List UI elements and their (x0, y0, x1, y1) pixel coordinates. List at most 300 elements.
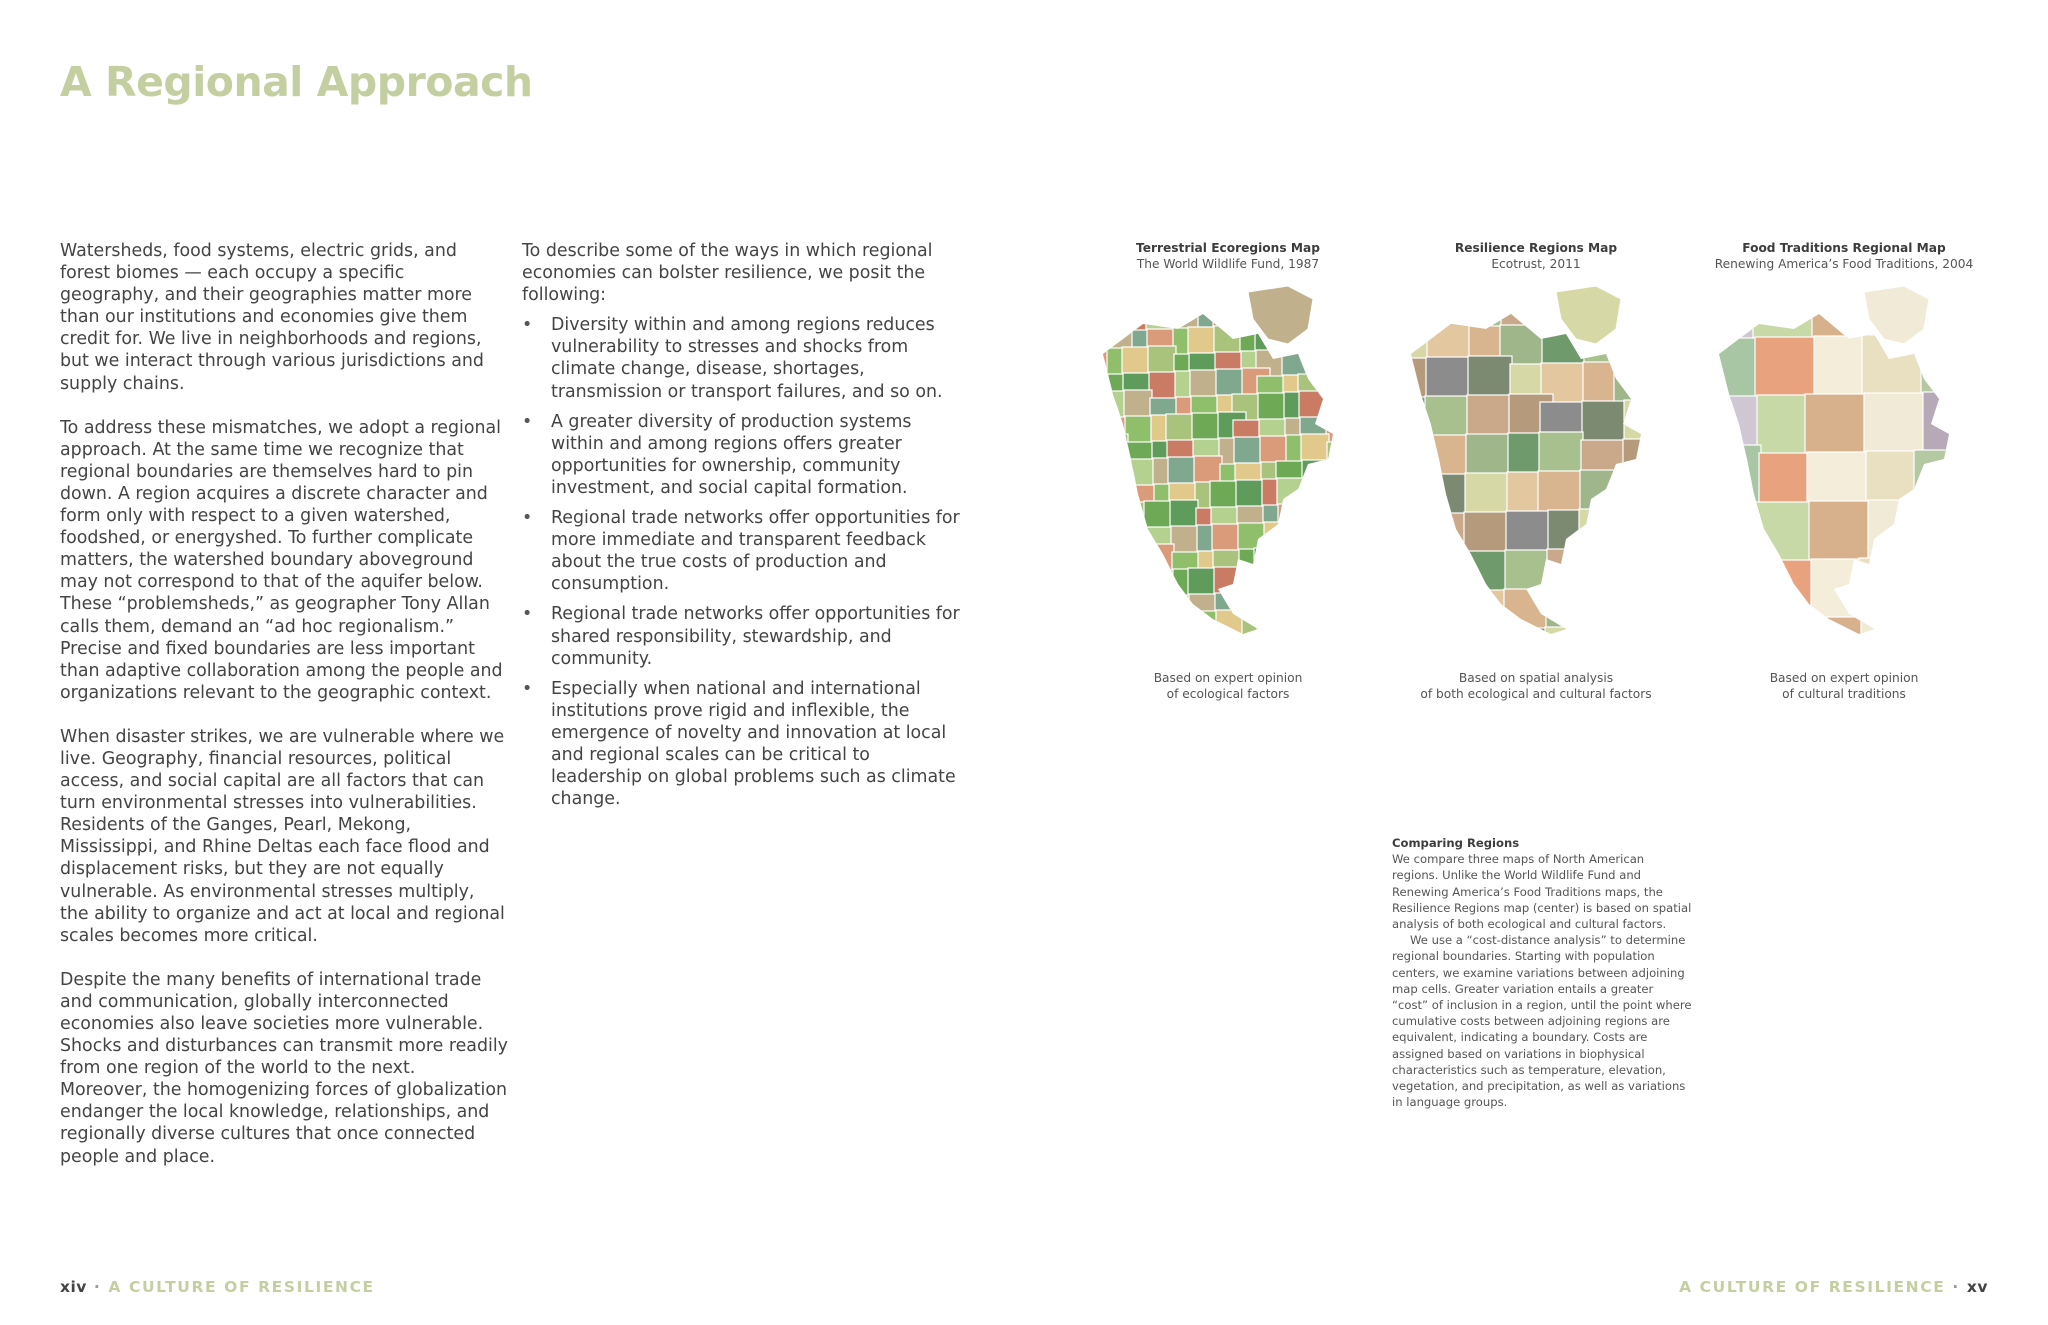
map-region (1233, 661, 1261, 664)
map-region (1108, 615, 1136, 643)
map-region (1217, 636, 1245, 664)
map-panel-ecoregions (1078, 240, 1378, 702)
map-region (1859, 558, 1920, 619)
map-region (1546, 588, 1590, 632)
map-region (1426, 357, 1470, 401)
map-region (1084, 659, 1112, 664)
map-region (1148, 346, 1176, 374)
map-region (1702, 503, 1763, 564)
map-region (1308, 348, 1336, 376)
map-region (1088, 504, 1116, 532)
map-region (1330, 502, 1358, 530)
map-region (1364, 354, 1373, 382)
map-region (1124, 640, 1152, 664)
map-region (1149, 613, 1177, 641)
map-region (1576, 626, 1620, 664)
map-region (1176, 638, 1204, 664)
map-region (1146, 303, 1174, 331)
map-region (1545, 627, 1589, 664)
map-region (1464, 512, 1508, 556)
map-region (1920, 615, 1981, 664)
paragraph: Watersheds, food systems, electric grids, and forest biomes — each occupy a specific geography, and their geographies matter more than our institutions and economies give them credit for. We live in neighborhoods and regions, but we interact through various jurisdictions and supply chains. (60, 241, 484, 394)
map-region (1299, 632, 1327, 660)
map-region (1662, 546, 1681, 590)
map-region (1391, 592, 1433, 636)
map-region (1352, 415, 1373, 443)
map-region (1171, 285, 1199, 313)
map-region (1328, 459, 1356, 487)
map-region (1083, 349, 1109, 377)
map-region (1547, 549, 1591, 593)
map-caption-line: of cultural traditions (1782, 687, 1906, 701)
map-region (1393, 436, 1437, 480)
map-region (1655, 399, 1681, 443)
map-region (1131, 545, 1159, 573)
map-region (1658, 284, 1681, 326)
map-region (1168, 457, 1196, 485)
map-region (1322, 571, 1350, 599)
map-region (1614, 361, 1658, 405)
map-region (1325, 640, 1353, 664)
map-region (1391, 622, 1432, 664)
map-panel-resilience (1386, 240, 1686, 702)
map-region (1254, 548, 1282, 576)
map-region (1577, 587, 1621, 631)
map-region (1327, 442, 1355, 470)
map-region (1978, 284, 1989, 345)
map-region (1125, 657, 1153, 664)
map-region (1342, 441, 1370, 469)
map-region (1145, 286, 1173, 314)
map-region (1147, 570, 1175, 598)
map-region (1257, 617, 1285, 645)
map-region (1301, 434, 1329, 462)
map-region (1346, 527, 1373, 555)
map-region (1146, 544, 1174, 572)
map-region (1971, 391, 1989, 452)
map-title: Terrestrial Ecoregions Map (1136, 241, 1320, 255)
map-region (1348, 570, 1373, 598)
map-region (1285, 659, 1313, 664)
map-region (1392, 475, 1436, 519)
map-region (1351, 398, 1373, 426)
map-region (1979, 614, 1989, 664)
map-region (1102, 486, 1130, 514)
map-caption (1694, 670, 1994, 702)
map-region (1864, 393, 1925, 454)
map-region (1366, 638, 1373, 664)
map-region (1125, 416, 1153, 444)
map-region (1083, 284, 1106, 308)
map-region (1579, 509, 1623, 553)
map-region (1463, 551, 1507, 595)
map-region (1391, 284, 1430, 324)
map-region (1299, 391, 1327, 419)
map-region (1343, 458, 1371, 486)
map-region (1653, 477, 1681, 521)
bullet-item: • Diversity within and among regions reduces vulnerability to stresses and shocks from climate change, disease, shortages, transmission or transport failures, and so on. (522, 314, 962, 402)
map-region (1104, 288, 1132, 316)
map-region (1350, 372, 1373, 400)
map-region (1255, 574, 1283, 602)
map-region (1084, 418, 1112, 446)
map-region (1505, 550, 1549, 594)
map-region (1754, 618, 1815, 664)
footer-separator: · (93, 1278, 102, 1296)
map-region (1083, 590, 1109, 618)
map-region (1241, 592, 1269, 620)
map-region (1344, 484, 1372, 512)
map-region (1106, 572, 1134, 600)
map-region (1324, 614, 1352, 642)
map-region (1616, 284, 1660, 327)
map-region (1699, 338, 1757, 399)
map-region (1132, 571, 1160, 599)
map-caption-line: Based on expert opinion (1153, 671, 1303, 685)
map-region (1300, 658, 1328, 664)
map-region (1307, 572, 1335, 600)
map-region (1431, 591, 1475, 635)
map-region (1622, 478, 1666, 522)
map-region (1308, 589, 1336, 617)
map-region (1280, 547, 1308, 575)
map-region (1307, 331, 1335, 359)
map-region (1539, 432, 1583, 476)
north-america-map (1391, 284, 1681, 664)
map-region (1259, 660, 1287, 664)
map-region (1232, 635, 1260, 663)
map-region (1304, 503, 1332, 531)
map-region (1504, 589, 1548, 633)
map-region (1465, 473, 1509, 517)
paragraph: When disaster strikes, we are vulnerable where we live. Geography, financial resources, political access, and social capital are all factors that can turn environmental stresses into vulnerabilities. Residents of the Ganges, Pearl, Mekong, Mississippi, and Rhine Deltas each face flood and displacement risks, but they are not equally vulnerable. As environmental stresses multiply, the ability to organize and act at local and regional scales becomes more critical. (60, 726, 505, 946)
map-region (1367, 655, 1373, 664)
map-region (1704, 561, 1765, 622)
map-region (1083, 547, 1107, 575)
map-title: Resilience Regions Map (1454, 241, 1618, 255)
paragraph: To address these mismatches, we adopt a regional approach. At the same time we recognize that regional boundaries are themselves hard to pin down. A region acquires a discrete character and form only with respect to a given watershed, foodshed, or energyshed. To further complicate matters, the watershed boundary aboveground may not correspond to that of the aquifer below. These “problemsheds,” as geographer Tony Allan calls them, demand an “ad hoc regionalism.” Precise and fixed boundaries are less important than adaptive collaboration among the people and organizations relevant to the geographic context. (60, 417, 503, 703)
map-region (1240, 566, 1268, 594)
map-region (1654, 438, 1681, 482)
map-region (1345, 501, 1373, 529)
map-region (1372, 526, 1373, 554)
map-caption-line: Based on spatial analysis (1458, 671, 1614, 685)
map-region (1430, 630, 1474, 664)
map-region (1805, 394, 1866, 455)
map-region (1623, 439, 1667, 483)
map-region (1914, 450, 1975, 511)
map-region (1326, 657, 1354, 664)
map-region (1171, 526, 1199, 554)
map-region (1130, 287, 1158, 315)
map-region (1306, 546, 1334, 574)
map-region (1175, 612, 1203, 640)
page-number: xv (1966, 1278, 1988, 1296)
map-region (1124, 390, 1152, 418)
map-region (1256, 591, 1284, 619)
map-region (1868, 500, 1929, 561)
map-caption (1386, 670, 1686, 702)
map-region (1350, 613, 1373, 641)
map-region (1624, 400, 1668, 444)
series-title: A CULTURE OF RESILIENCE (108, 1278, 375, 1296)
series-title: A CULTURE OF RESILIENCE (1679, 1278, 1946, 1296)
map-region (1191, 637, 1219, 664)
map-region (1303, 486, 1331, 514)
map-region (1083, 530, 1106, 558)
map-region (1660, 624, 1681, 664)
map-region (1427, 318, 1471, 362)
map-region (1144, 501, 1172, 529)
map-region (1620, 547, 1664, 591)
map-region (1321, 304, 1349, 332)
map-subtitle: The World Wildlife Fund, 1987 (1136, 257, 1320, 271)
sidebar-paragraph: We compare three maps of North American regions. Unlike the World Wildlife Fund and Renewing America’s Food Traditions maps, the Resilience Regions map (center) is based on spatial analysis of both ecological and cultural factors. (1392, 852, 1692, 932)
map-region (1087, 478, 1115, 506)
map-region (1083, 306, 1107, 334)
map-region (1214, 567, 1242, 595)
map-region (1615, 322, 1659, 366)
map-region (1699, 610, 1756, 664)
map-region (1351, 639, 1373, 664)
map-region (1462, 590, 1506, 634)
map-region (1324, 373, 1352, 401)
map-region (1190, 611, 1218, 639)
page-number: xiv (60, 1278, 87, 1296)
map-region (1086, 461, 1114, 489)
map-region (1216, 369, 1244, 397)
map-region (1700, 445, 1761, 506)
bullet-item: • Regional trade networks offer opportunities for more immediate and transparent feedback about the true costs of production and consumption. (522, 507, 962, 595)
map-region (1320, 287, 1348, 315)
footer-separator: · (1952, 1278, 1960, 1296)
map-region (1329, 485, 1357, 513)
map-region (1503, 628, 1547, 664)
map-region (1323, 588, 1351, 616)
map-caption (1078, 670, 1378, 702)
map-region (1323, 347, 1351, 375)
comparing-regions-sidebar (1392, 835, 1692, 1110)
map-region (1105, 546, 1133, 574)
map-region (1284, 633, 1312, 661)
map-region (1432, 552, 1476, 596)
map-caption-line: Based on expert opinion (1769, 671, 1919, 685)
map-region (1621, 508, 1665, 552)
map-region (1861, 616, 1922, 664)
map-region (1151, 656, 1179, 664)
map-region (1172, 302, 1200, 330)
body-column-left (60, 240, 508, 1190)
map-region (1366, 397, 1373, 425)
map-panel-food-traditions (1694, 240, 1994, 702)
map-region (1346, 286, 1373, 314)
map-region (1750, 502, 1811, 563)
map-region (1149, 372, 1177, 400)
map-region (1325, 390, 1353, 418)
map-region (1619, 586, 1663, 630)
map-region (1148, 596, 1176, 624)
map-region (1349, 346, 1373, 374)
map-region (1302, 460, 1330, 488)
map-region (1283, 616, 1311, 644)
map-region (1578, 548, 1622, 592)
map-region (1391, 514, 1435, 558)
map-region (1699, 284, 1755, 341)
bullet-item: • Regional trade networks offer opportunities for shared responsibility, stewardship, and community. (522, 603, 962, 669)
map-region (1424, 435, 1468, 479)
map-region (1236, 480, 1264, 508)
map-caption-line: of ecological factors (1166, 687, 1290, 701)
map-region (1101, 460, 1129, 488)
intro-paragraph: To describe some of the ways in which regional economies can bolster resilience, we posit the following: (522, 241, 933, 306)
map-region (1326, 416, 1354, 444)
map-region (1466, 434, 1510, 478)
map-region (1916, 508, 1977, 569)
map-region (1969, 342, 1989, 403)
map-region (1367, 414, 1373, 442)
map-region (1582, 401, 1626, 445)
map-region (1320, 528, 1348, 556)
map-region (1105, 305, 1133, 333)
map-region (1166, 414, 1194, 442)
map-subtitle: Renewing America’s Food Traditions, 2004 (1714, 257, 1974, 271)
map-region (1192, 413, 1220, 441)
map-region (1321, 545, 1349, 573)
map-region (1347, 303, 1373, 331)
map-region (1370, 483, 1373, 511)
map-region (1194, 456, 1222, 484)
page-title: A Regional Approach (60, 58, 533, 106)
map-region (1506, 511, 1550, 555)
map-region (1811, 559, 1872, 620)
map-region (1197, 284, 1225, 312)
map-region (1122, 347, 1150, 375)
map-region (1425, 396, 1469, 440)
map-region (1468, 356, 1512, 400)
map-region (1918, 557, 1979, 618)
map-region (1190, 370, 1218, 398)
map-region (1083, 616, 1110, 644)
map-region (1170, 500, 1198, 528)
map-region (1973, 449, 1989, 510)
map-region (1212, 524, 1240, 552)
map-subtitle: Ecotrust, 2011 (1491, 257, 1581, 271)
map-region (1214, 326, 1242, 354)
map-region (1234, 437, 1262, 465)
map-region (1391, 553, 1434, 597)
map-title: Food Traditions Regional Map (1742, 241, 1946, 255)
map-region (1371, 500, 1373, 528)
map-region (1258, 634, 1286, 662)
map-region (1372, 285, 1373, 313)
map-region (1127, 459, 1155, 487)
map-region (1083, 573, 1108, 601)
map-region (1103, 503, 1131, 531)
map-region (1239, 549, 1267, 577)
sidebar-title: Comparing Regions (1392, 836, 1520, 850)
map-region (1122, 588, 1150, 616)
map-region (1365, 612, 1373, 640)
map-region (1348, 329, 1373, 357)
map-region (1281, 573, 1309, 601)
map-region (1123, 614, 1151, 642)
map-region (1919, 285, 1980, 346)
map-region (1212, 284, 1240, 311)
map-region (1216, 610, 1244, 638)
map-region (1238, 523, 1266, 551)
map-region (1109, 632, 1137, 660)
map-region (1618, 625, 1662, 664)
map-region (1755, 337, 1816, 398)
map-region (1368, 440, 1373, 468)
map-region (1242, 618, 1270, 646)
map-region (1107, 589, 1135, 617)
north-america-map (1083, 284, 1373, 664)
map-region (1298, 615, 1326, 643)
map-region (1264, 522, 1292, 550)
map-region (1364, 595, 1373, 623)
map-region (1083, 375, 1110, 403)
map-region (1258, 393, 1286, 421)
map-region (1260, 436, 1288, 464)
north-america-map (1699, 284, 1989, 664)
map-region (1656, 360, 1681, 404)
map-region (1085, 435, 1113, 463)
map-region (1657, 321, 1681, 365)
map-region (1467, 395, 1511, 439)
map-region (1150, 639, 1178, 664)
map-region (1100, 434, 1128, 462)
map-region (1349, 596, 1373, 624)
bullet-item: • Especially when national and international institutions prove rigid and inflexible, the emergence of novelty and innovation at local and regional scales can be critical to leadership on global problems such as climate change. (522, 678, 962, 811)
map-region (1104, 529, 1132, 557)
map-region (1279, 530, 1307, 558)
sidebar-paragraph: We use a “cost-distance analysis” to determine regional boundaries. Starting with population centers, we examine variations between adjoining map cells. Greater variation entails a greater “cost” of inclusion in a region, until the point where cumulative costs between adjoining regions are equivalent, indicating a boundary. Costs are assigned based on variations in biophysical characteristics such as temperature, elevation, vegetation, and precipitation, as well as variations in language groups. (1392, 933, 1692, 1110)
map-region (1923, 392, 1984, 453)
map-region (1110, 658, 1138, 664)
paragraph: Despite the many benefits of international trade and communication, globally interconnected economies also leave societies more vulnerable. Shocks and disturbances can transmit more readily from one region of the world to the next. Moreover, the homogenizing forces of globalization endanger the local knowledge, relationships, and regionally diverse cultures that once connected people and place. (60, 969, 508, 1167)
map-region (1352, 656, 1373, 664)
map-region (1192, 654, 1220, 664)
map-region (1188, 327, 1216, 355)
map-region (1365, 371, 1373, 399)
map-region (1661, 585, 1681, 629)
map-region (1282, 349, 1310, 377)
map-region (1752, 560, 1813, 621)
map-caption-line: of both ecological and cultural factors (1420, 687, 1652, 701)
map-region (1277, 478, 1305, 506)
bullet-item: • A greater diversity of production systems within and among regions offers greater opportunities for ownership, community investment, and social capital formation. (522, 411, 962, 499)
map-region (1369, 457, 1373, 485)
map-region (1652, 516, 1681, 560)
bullet-list (522, 314, 962, 810)
map-region (1809, 501, 1870, 562)
map-region (1188, 568, 1216, 596)
map-region (1166, 655, 1194, 664)
map-region (1218, 662, 1246, 664)
map-region (1083, 633, 1111, 661)
body-column-middle (522, 240, 962, 818)
map-region (1472, 629, 1516, 664)
map-region (1347, 544, 1373, 572)
map-region (1282, 590, 1310, 618)
map-region (1305, 529, 1333, 557)
footer-right (1679, 1278, 1988, 1296)
map-region (1501, 286, 1545, 330)
map-region (1278, 504, 1306, 532)
map-region (1862, 335, 1923, 396)
map-region (1210, 481, 1238, 509)
